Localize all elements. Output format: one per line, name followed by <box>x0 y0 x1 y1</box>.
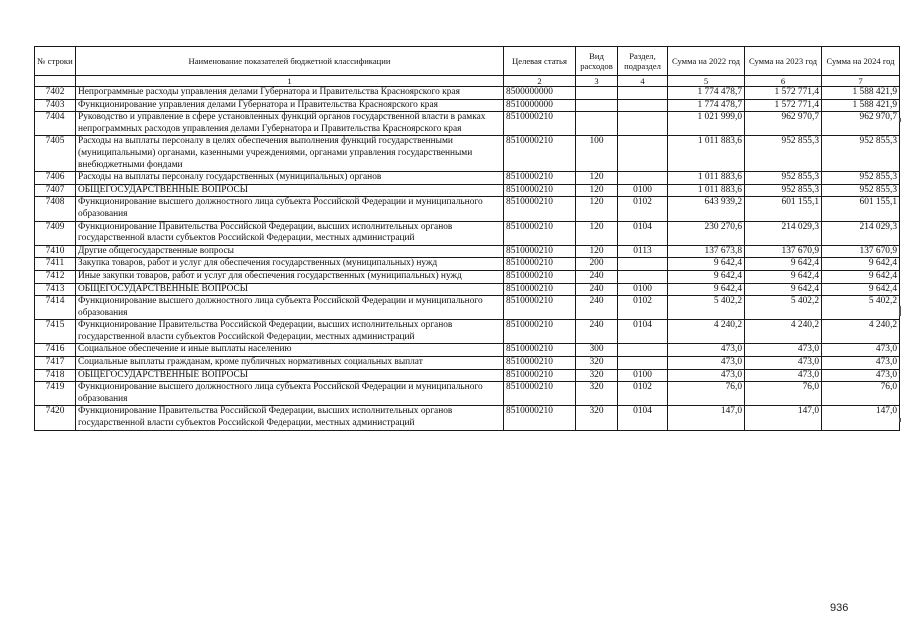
section-cell: 0104 <box>618 406 668 430</box>
sum-2023-cell: 473,0 <box>745 357 822 370</box>
expense-type-cell: 100 <box>576 136 618 172</box>
row-number-cell: 7413 <box>35 283 76 296</box>
target-article-cell: 8510000210 <box>504 172 576 185</box>
expense-type-cell: 240 <box>576 296 618 320</box>
sum-2024-cell: 9 642,4 <box>822 258 900 271</box>
sum-2023-cell: 76,0 <box>745 382 822 406</box>
sum-2024-cell: 147,0 <box>822 406 900 430</box>
section-cell <box>618 344 668 357</box>
sum-2022-cell: 473,0 <box>668 344 745 357</box>
section-cell <box>618 136 668 172</box>
row-number-cell: 7416 <box>35 344 76 357</box>
row-number-cell: 7411 <box>35 258 76 271</box>
section-cell <box>618 357 668 370</box>
row-number-cell: 7414 <box>35 296 76 320</box>
row-number-cell: 7415 <box>35 320 76 344</box>
table-header-row <box>35 47 900 76</box>
row-number-cell: 7408 <box>35 197 76 221</box>
row-number-cell: 7420 <box>35 406 76 430</box>
table-row <box>35 320 900 344</box>
sum-2024-cell: 76,0 <box>822 382 900 406</box>
target-article-cell: 8510000210 <box>504 221 576 245</box>
indicator-name-cell: Социальные выплаты гражданам, кроме публичных нормативных социальных выплат <box>76 357 504 370</box>
indicator-name-cell: Функционирование Правительства Российской Федерации, высших исполнительных органов государственной власти субъектов Российской Федерации, местных администраций <box>76 406 504 430</box>
header-row-number: № строки <box>35 47 76 76</box>
table-row <box>35 172 900 185</box>
indicator-name-cell: Руководство и управление в сфере установленных функций органов государственной власти в рамках непрограммных расходов управления делами Губернатора и Правительства Красноярского края <box>76 112 504 136</box>
table-row <box>35 112 900 136</box>
indicator-name-cell: Социальное обеспечение и иные выплаты населению <box>76 344 504 357</box>
sum-2022-cell: 1 774 478,7 <box>668 99 745 112</box>
sum-2024-cell: 1 588 421,9 <box>822 99 900 112</box>
sum-2022-cell: 1 021 999,0 <box>668 112 745 136</box>
expense-type-cell: 240 <box>576 320 618 344</box>
sum-2024-cell: 952 855,3 <box>822 172 900 185</box>
section-cell <box>618 99 668 112</box>
expense-type-cell: 120 <box>576 221 618 245</box>
target-article-cell: 8510000210 <box>504 270 576 283</box>
row-number-cell: 7405 <box>35 136 76 172</box>
sum-2024-cell: 473,0 <box>822 344 900 357</box>
budget-table <box>34 46 900 431</box>
table-row <box>35 270 900 283</box>
row-number-cell: 7410 <box>35 245 76 258</box>
column-number-empty <box>35 76 76 87</box>
target-article-cell: 8510000210 <box>504 344 576 357</box>
indicator-name-cell: Закупка товаров, работ и услуг для обеспечения государственных (муниципальных) нужд <box>76 258 504 271</box>
table-row <box>35 344 900 357</box>
sum-2024-cell: 952 855,3 <box>822 136 900 172</box>
scan-margin-mark <box>899 118 901 122</box>
indicator-name-cell: Расходы на выплаты персоналу в целях обеспечения выполнения функций государственными (муниципальными) органами, казенными учреждениями, органами управления государственными внебюджетными фондами <box>76 136 504 172</box>
sum-2023-cell: 4 240,2 <box>745 320 822 344</box>
target-article-cell: 8500000000 <box>504 87 576 100</box>
sum-2022-cell: 1 011 883,6 <box>668 172 745 185</box>
sum-2022-cell: 1 011 883,6 <box>668 184 745 197</box>
sum-2023-cell: 1 572 771,4 <box>745 87 822 100</box>
table-row <box>35 87 900 100</box>
section-cell <box>618 87 668 100</box>
expense-type-cell: 120 <box>576 197 618 221</box>
expense-type-cell: 320 <box>576 406 618 430</box>
section-cell <box>618 112 668 136</box>
table-row <box>35 245 900 258</box>
expense-type-cell: 320 <box>576 357 618 370</box>
table-row <box>35 382 900 406</box>
sum-2023-cell: 9 642,4 <box>745 270 822 283</box>
table-row <box>35 283 900 296</box>
table-row <box>35 99 900 112</box>
indicator-name-cell: Функционирование Правительства Российской Федерации, высших исполнительных органов государственной власти субъектов Российской Федерации, местных администраций <box>76 320 504 344</box>
table-row <box>35 136 900 172</box>
indicator-name-cell: Расходы на выплаты персоналу государственных (муниципальных) органов <box>76 172 504 185</box>
sum-2022-cell: 9 642,4 <box>668 258 745 271</box>
sum-2022-cell: 76,0 <box>668 382 745 406</box>
row-number-cell: 7419 <box>35 382 76 406</box>
expense-type-cell: 240 <box>576 283 618 296</box>
sum-2022-cell: 230 270,6 <box>668 221 745 245</box>
header-section: Раздел, подраздел <box>618 47 668 76</box>
row-number-cell: 7417 <box>35 357 76 370</box>
table-row <box>35 357 900 370</box>
sum-2024-cell: 473,0 <box>822 357 900 370</box>
expense-type-cell <box>576 99 618 112</box>
target-article-cell: 8510000210 <box>504 258 576 271</box>
expense-type-cell: 240 <box>576 270 618 283</box>
row-number-cell: 7403 <box>35 99 76 112</box>
indicator-name-cell: Функционирование высшего должностного лица субъекта Российской Федерации и муниципального образования <box>76 296 504 320</box>
indicator-name-cell: Другие общегосударственные вопросы <box>76 245 504 258</box>
sum-2024-cell: 137 670,9 <box>822 245 900 258</box>
row-number-cell: 7404 <box>35 112 76 136</box>
sum-2022-cell: 9 642,4 <box>668 270 745 283</box>
table-row <box>35 184 900 197</box>
section-cell <box>618 172 668 185</box>
header-indicator-name: Наименование показателей бюджетной классификации <box>76 47 504 76</box>
target-article-cell: 8510000000 <box>504 99 576 112</box>
target-article-cell: 8510000210 <box>504 296 576 320</box>
sum-2023-cell: 952 855,3 <box>745 172 822 185</box>
sum-2023-cell: 473,0 <box>745 369 822 382</box>
target-article-cell: 8510000210 <box>504 406 576 430</box>
sum-2023-cell: 137 670,9 <box>745 245 822 258</box>
scan-margin-mark <box>899 418 901 422</box>
row-number-cell: 7402 <box>35 87 76 100</box>
expense-type-cell: 320 <box>576 369 618 382</box>
sum-2024-cell: 9 642,4 <box>822 270 900 283</box>
sum-2023-cell: 952 855,3 <box>745 184 822 197</box>
expense-type-cell: 120 <box>576 184 618 197</box>
indicator-name-cell: Функционирование Правительства Российской Федерации, высших исполнительных органов государственной власти субъектов Российской Федерации, местных администраций <box>76 221 504 245</box>
row-number-cell: 7418 <box>35 369 76 382</box>
table-row <box>35 221 900 245</box>
section-cell: 0100 <box>618 184 668 197</box>
sum-2024-cell: 9 642,4 <box>822 283 900 296</box>
expense-type-cell: 120 <box>576 172 618 185</box>
sum-2024-cell: 214 029,3 <box>822 221 900 245</box>
sum-2022-cell: 473,0 <box>668 357 745 370</box>
expense-type-cell <box>576 87 618 100</box>
section-cell: 0113 <box>618 245 668 258</box>
target-article-cell: 8510000210 <box>504 320 576 344</box>
sum-2023-cell: 147,0 <box>745 406 822 430</box>
row-number-cell: 7407 <box>35 184 76 197</box>
sum-2022-cell: 137 673,8 <box>668 245 745 258</box>
target-article-cell: 8510000210 <box>504 136 576 172</box>
target-article-cell: 8510000210 <box>504 184 576 197</box>
sum-2022-cell: 4 240,2 <box>668 320 745 344</box>
expense-type-cell: 200 <box>576 258 618 271</box>
header-sum-2024: Сумма на 2024 год <box>822 47 900 76</box>
sum-2024-cell: 962 970,7 <box>822 112 900 136</box>
header-sum-2023: Сумма на 2023 год <box>745 47 822 76</box>
sum-2023-cell: 1 572 771,4 <box>745 99 822 112</box>
table-row <box>35 406 900 430</box>
target-article-cell: 8510000210 <box>504 283 576 296</box>
section-cell: 0100 <box>618 369 668 382</box>
sum-2024-cell: 601 155,1 <box>822 197 900 221</box>
indicator-name-cell: ОБЩЕГОСУДАРСТВЕННЫЕ ВОПРОСЫ <box>76 369 504 382</box>
section-cell: 0104 <box>618 320 668 344</box>
sum-2022-cell: 473,0 <box>668 369 745 382</box>
target-article-cell: 8510000210 <box>504 112 576 136</box>
column-number: 5 <box>668 76 745 87</box>
expense-type-cell <box>576 112 618 136</box>
indicator-name-cell: Функционирование управления делами Губернатора и Правительства Красноярского края <box>76 99 504 112</box>
sum-2023-cell: 214 029,3 <box>745 221 822 245</box>
indicator-name-cell: Иные закупки товаров, работ и услуг для обеспечения государственных (муниципальных) нужд <box>76 270 504 283</box>
column-number: 4 <box>618 76 668 87</box>
section-cell: 0102 <box>618 197 668 221</box>
sum-2023-cell: 601 155,1 <box>745 197 822 221</box>
sum-2024-cell: 1 588 421,9 <box>822 87 900 100</box>
table-row <box>35 197 900 221</box>
sum-2023-cell: 5 402,2 <box>745 296 822 320</box>
expense-type-cell: 320 <box>576 382 618 406</box>
sum-2023-cell: 9 642,4 <box>745 283 822 296</box>
sum-2022-cell: 9 642,4 <box>668 283 745 296</box>
column-number: 6 <box>745 76 822 87</box>
header-target-article: Целевая статья <box>504 47 576 76</box>
target-article-cell: 8510000210 <box>504 369 576 382</box>
header-expense-type: Вид расходов <box>576 47 618 76</box>
column-number-row <box>35 76 900 87</box>
table-row <box>35 296 900 320</box>
target-article-cell: 8510000210 <box>504 197 576 221</box>
indicator-name-cell: ОБЩЕГОСУДАРСТВЕННЫЕ ВОПРОСЫ <box>76 184 504 197</box>
sum-2023-cell: 962 970,7 <box>745 112 822 136</box>
row-number-cell: 7406 <box>35 172 76 185</box>
column-number: 3 <box>576 76 618 87</box>
sum-2024-cell: 5 402,2 <box>822 296 900 320</box>
scan-margin-mark <box>899 306 901 316</box>
row-number-cell: 7412 <box>35 270 76 283</box>
target-article-cell: 8510000210 <box>504 382 576 406</box>
page-number: 936 <box>830 602 849 614</box>
target-article-cell: 8510000210 <box>504 357 576 370</box>
sum-2024-cell: 4 240,2 <box>822 320 900 344</box>
sum-2023-cell: 473,0 <box>745 344 822 357</box>
indicator-name-cell: Функционирование высшего должностного лица субъекта Российской Федерации и муниципального образования <box>76 197 504 221</box>
target-article-cell: 8510000210 <box>504 245 576 258</box>
sum-2024-cell: 473,0 <box>822 369 900 382</box>
expense-type-cell: 300 <box>576 344 618 357</box>
column-number: 2 <box>504 76 576 87</box>
section-cell: 0104 <box>618 221 668 245</box>
sum-2023-cell: 9 642,4 <box>745 258 822 271</box>
row-number-cell: 7409 <box>35 221 76 245</box>
table-row <box>35 258 900 271</box>
section-cell: 0100 <box>618 283 668 296</box>
section-cell <box>618 270 668 283</box>
sum-2022-cell: 147,0 <box>668 406 745 430</box>
indicator-name-cell: Непрограммные расходы управления делами Губернатора и Правительства Красноярского края <box>76 87 504 100</box>
header-sum-2022: Сумма на 2022 год <box>668 47 745 76</box>
column-number: 7 <box>822 76 900 87</box>
section-cell: 0102 <box>618 296 668 320</box>
sum-2022-cell: 5 402,2 <box>668 296 745 320</box>
sum-2022-cell: 643 939,2 <box>668 197 745 221</box>
table-row <box>35 369 900 382</box>
indicator-name-cell: ОБЩЕГОСУДАРСТВЕННЫЕ ВОПРОСЫ <box>76 283 504 296</box>
expense-type-cell: 120 <box>576 245 618 258</box>
section-cell <box>618 258 668 271</box>
sum-2022-cell: 1 774 478,7 <box>668 87 745 100</box>
indicator-name-cell: Функционирование высшего должностного лица субъекта Российской Федерации и муниципального образования <box>76 382 504 406</box>
sum-2023-cell: 952 855,3 <box>745 136 822 172</box>
sum-2022-cell: 1 011 883,6 <box>668 136 745 172</box>
section-cell: 0102 <box>618 382 668 406</box>
sum-2024-cell: 952 855,3 <box>822 184 900 197</box>
column-number: 1 <box>76 76 504 87</box>
